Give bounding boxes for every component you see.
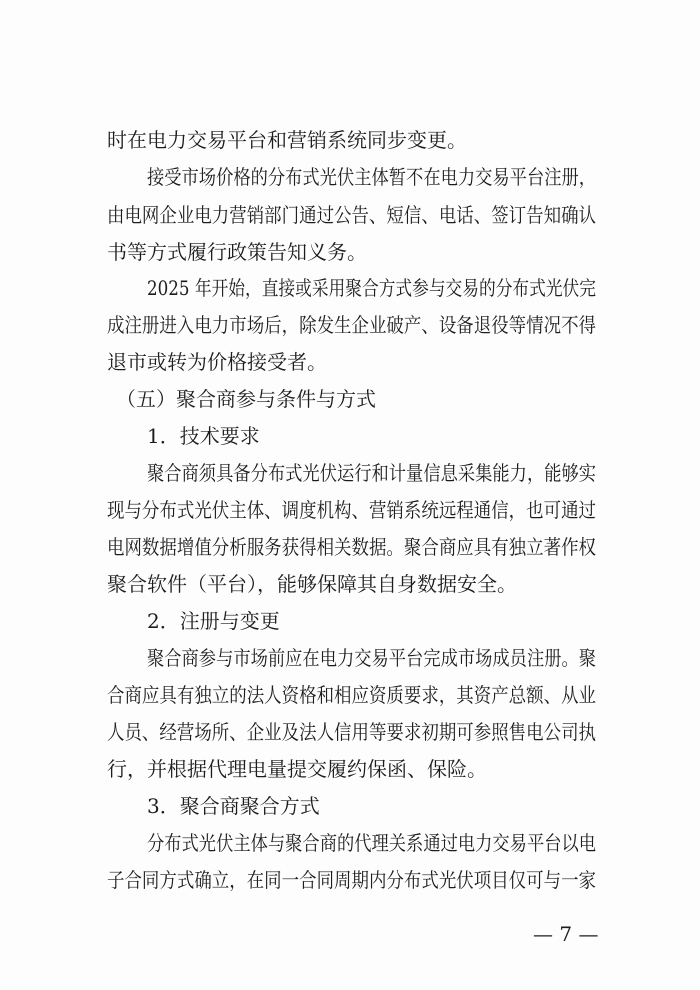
page-number: — 7 — <box>533 922 599 946</box>
document-page: 时在电力交易平台和营销系统同步变更。 接受市场价格的分布式光伏主体暂不在电力交易平台注册， 由电网企业电力营销部门通过公告、短信、电话、签订告知确认 书等方式履行政策告知义务。 2025 年开始，直接或采用聚合方式参与交易的分布式光伏完 成注册进入电力市场后，除发生企业破产、设备退役等情况不得 退市或转为价格接受者。 （五）聚合商参与条件与方式 1．技术要求 聚合商须具备分布式光伏运行和计量信息采集能力，能够实 现与分布式光伏主体、调度机构、营销系统远程通信，也可通过 电网数据增值分析服务获得相关数据。聚合商应具有独立著作权 聚合软件（平台），能够保障其自身数据安全。 2．注册与变更 聚合商参与市场前应在电力交易平台完成市场成员注册。聚 合商应具有独立的法人资格和相应资质要求，其资产总额、从业 人员、经营场所、企业及法人信用等要求初期可参照售电公司执 行，并根据代理电量提交履约保函、保险。 3．聚合商聚合方式 分布式光伏主体与聚合商的代理关系通过电力交易平台以电 子合同方式确立，在同一合同周期内分布式光伏项目仅可与一家 — 7 — <box>0 0 700 990</box>
